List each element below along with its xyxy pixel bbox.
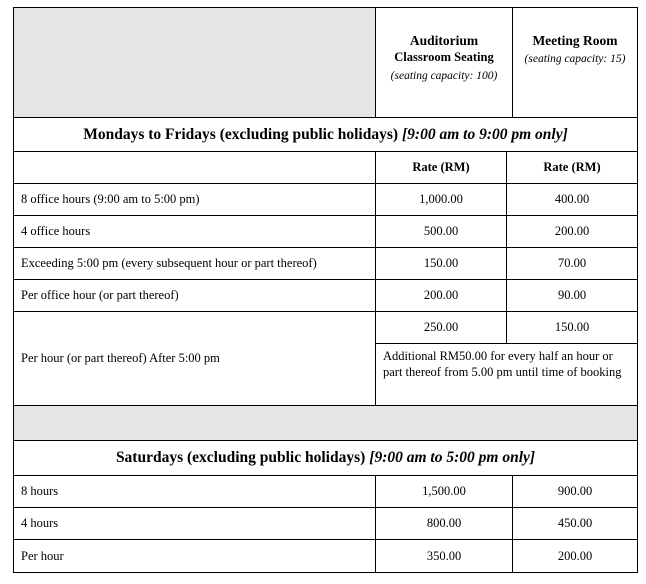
saturday-section-title <box>14 441 637 476</box>
saturday-row-1-auditorium: 800.00 <box>376 508 513 540</box>
weekday-row-3-auditorium: 200.00 <box>376 280 507 312</box>
weekday-row-3-label: Per office hour (or part thereof) <box>14 280 376 312</box>
header-empty-cell <box>14 8 376 118</box>
saturday-row-2-meeting: 200.00 <box>557 548 593 563</box>
saturday-row-1-meeting: 450.00 <box>513 508 637 540</box>
saturday-row-1-label: 4 hours <box>14 508 376 540</box>
saturday-title: Saturdays (excluding public holidays) <box>115 449 366 466</box>
weekday-row-2-auditorium: 150.00 <box>376 248 507 280</box>
auditorium-capacity: (seating capacity: 100) <box>390 70 498 82</box>
meeting-room-header <box>513 8 637 118</box>
weekday-row-1-label: 4 office hours <box>14 216 376 248</box>
weekday-row-0-auditorium: 1,000.00 <box>376 184 507 216</box>
auditorium-subtitle: Classroom Seating <box>394 50 494 64</box>
weekday-row-2-label: Exceeding 5:00 pm (every subsequent hour or part thereof) <box>14 248 376 280</box>
after5-label: Per hour (or part thereof) After 5:00 pm <box>14 312 376 406</box>
weekday-row-3-meeting: 90.00 <box>507 280 637 312</box>
saturday-row-2-auditorium: 350.00 <box>376 540 513 572</box>
rate-label-meeting: Rate (RM) <box>507 152 637 184</box>
meeting-room-title: Meeting Room <box>532 33 618 48</box>
saturday-row-0-auditorium: 1,500.00 <box>376 476 513 508</box>
saturday-row-0-label: 8 hours <box>14 476 376 508</box>
after5-auditorium: 250.00 <box>376 312 507 344</box>
saturday-hours: [9:00 am to 5:00 pm only] <box>369 449 536 466</box>
rate-label-auditorium: Rate (RM) <box>376 152 507 184</box>
weekday-row-0-label: 8 office hours (9:00 am to 5:00 pm) <box>14 184 376 216</box>
after5-meeting: 150.00 <box>507 312 637 344</box>
auditorium-title: Auditorium <box>409 33 479 48</box>
auditorium-header <box>376 8 513 118</box>
meeting-room-capacity: (seating capacity: 15) <box>524 53 626 65</box>
weekday-title: Mondays to Fridays (excluding public holidays) <box>83 125 399 143</box>
weekday-row-0-meeting: 400.00 <box>507 184 637 216</box>
rates-table <box>13 7 638 573</box>
saturday-row-2-label: Per hour <box>14 540 376 572</box>
weekday-row-2-meeting: 70.00 <box>507 248 637 280</box>
weekday-section-title <box>14 118 637 152</box>
weekday-hours: [9:00 am to 9:00 pm only] <box>402 125 568 143</box>
rate-label-empty <box>14 152 376 184</box>
weekday-row-1-meeting: 200.00 <box>507 216 637 248</box>
spacer-row <box>14 406 637 441</box>
after5-note: Additional RM50.00 for every half an hour or part thereof from 5.00 pm until time of booking <box>376 344 637 406</box>
saturday-row-0-meeting: 900.00 <box>513 476 637 508</box>
weekday-row-1-auditorium: 500.00 <box>376 216 507 248</box>
